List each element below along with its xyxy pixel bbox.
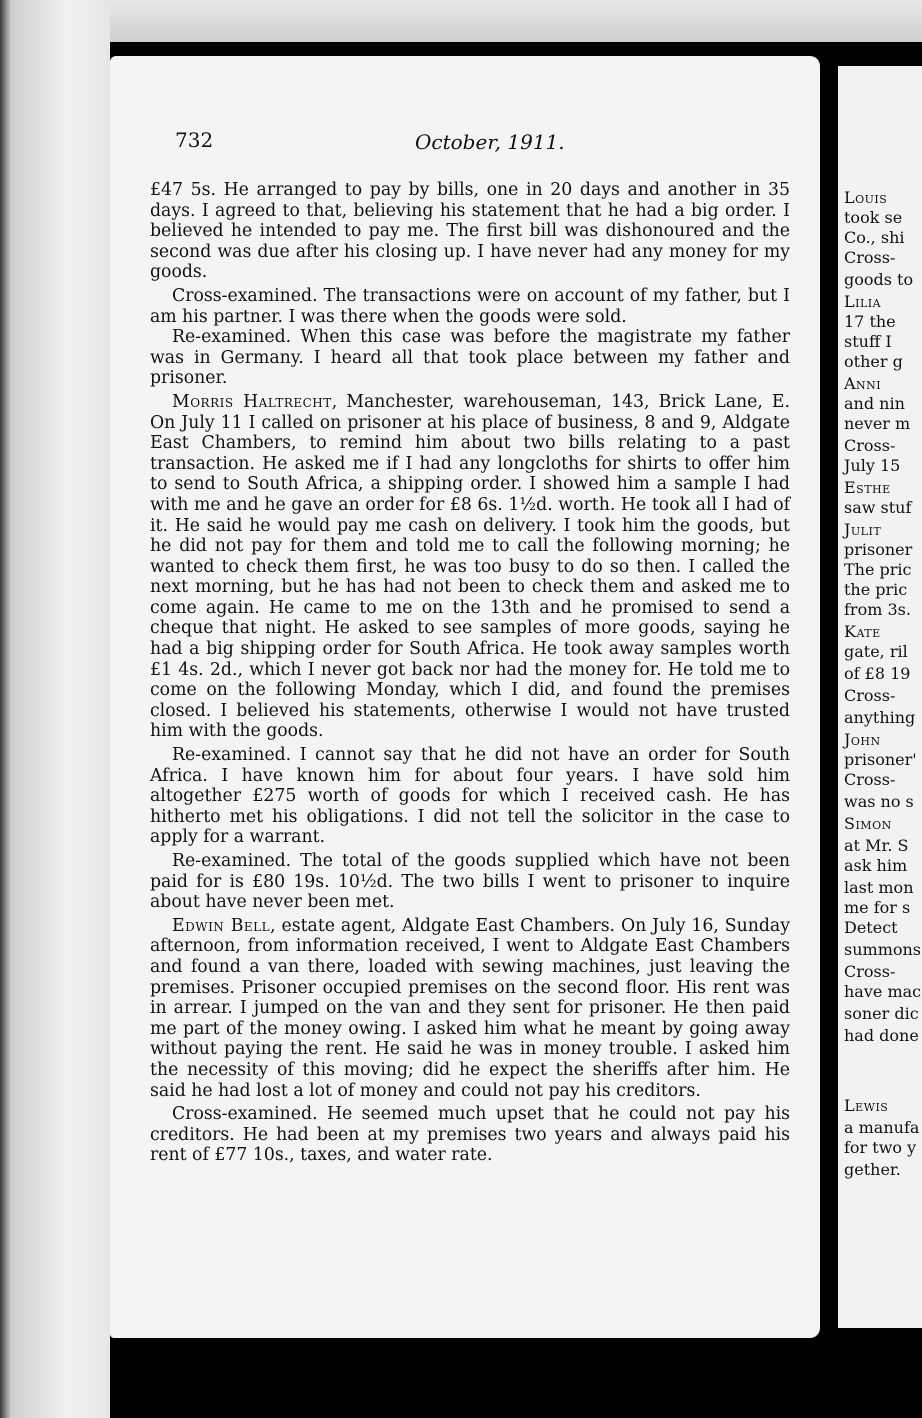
paragraph: Re-examined. The total of the goods supplied which have not been paid for is £80 19s. 10½d. The two bills I went to prisoner to inquire about have never been met. [150,851,790,913]
right-page-line: summons [844,940,922,959]
paragraph: Morris Haltrecht, Manchester, warehouseman, 143, Brick Lane, E. On July 11 I called on prisoner at his place of business, 8 and 9, Aldgate East Chambers, to remind him about two bills relating to a past transaction. He asked me if I had any longcloths for shirts to offer him to send to South Africa, a shipping order. I showed him a sample I had with me and he gave an order for £8 6s. 1½d. worth. He took all I had of it. He said he would pay me cash on delivery. I took him the goods, but he did not pay for them and told me to call the following morning; he wanted to check them first, he was too busy to do so then. I called the next morning, but he has had not been to check them and asked me to come again. He came to me on the 13th and he promised to send a cheque that night. He asked to see samples of more goods, saying he had a big shipping order for South Africa. He took away samples worth £1 4s. 2d., which I never got back nor had the money for. He told me to come on the following Monday, which I did, and found the premises closed. I believed his statements, otherwise I would not have trusted him with the goods. [150,391,790,742]
right-page-line: Cross- [844,436,896,455]
right-page-line: other g [844,352,903,371]
right-page-line: of £8 19 [844,664,911,683]
right-page-line: the pric [844,580,908,599]
right-page-line: Simon [844,814,892,833]
running-head: October, 1911. [415,130,565,154]
right-page-line: last mon [844,878,914,897]
page-number: 732 [175,128,214,152]
body-text [150,180,790,1166]
right-page-line: never m [844,414,911,433]
right-page-line: Louis [844,188,888,207]
right-page-line: July 15 [844,456,901,475]
witness-name: Edwin Bell [172,915,271,936]
right-page-line: goods to [844,270,914,289]
right-page-line: Esthe [844,478,891,497]
right-page-line: Lewis [844,1096,889,1115]
right-page-line: Cross- [844,248,896,267]
right-page-line: at Mr. S [844,836,909,855]
right-page-line: The pric [844,560,912,579]
right-page-line: stuff I [844,332,892,351]
right-page-line: prisoner' [844,750,917,769]
right-page-line: from 3s. [844,600,911,619]
right-page-line: 17 the [844,312,896,331]
paragraph: Re-examined. I cannot say that he did not have an order for South Africa. I have known him for about four years. I have sold him altogether £275 worth of goods for which I received cash. He has hitherto met his obligations. I did not tell the solicitor in the case to apply for a warrant. [150,745,790,848]
right-page-line: had done [844,1026,919,1045]
right-page-line: for two y [844,1138,917,1157]
right-page-line: saw stuf [844,498,912,517]
right-page-line: took se [844,208,903,227]
right-page-line: gate, ril [844,642,908,661]
right-page-line: anything [844,708,916,727]
right-page-line: Lilia [844,292,882,311]
scan-left-edge [0,0,110,1418]
right-page-line: ask him [844,856,908,875]
page-header [175,128,775,158]
right-page-line: soner dic [844,1004,919,1023]
right-page-line: Cross- [844,962,896,981]
right-page-line: have mac [844,982,922,1001]
right-page-line: prisoner [844,540,913,559]
right-page-line: was no s [844,792,914,811]
right-page-line: Anni [844,374,882,393]
paragraph: Cross-examined. The transactions were on account of my father, but I am his partner. I was there when the goods were sold. [150,285,790,327]
right-page-line: Cross- [844,686,896,705]
scan-top-band [0,0,922,42]
right-page-line: John [844,730,881,749]
adjacent-page-fragment [838,66,922,1328]
right-page-line: Julit [844,520,882,539]
right-page-line: Kate [844,622,881,641]
paragraph: Cross-examined. He seemed much upset that he could not pay his creditors. He had been at my premises two years and always paid his rent of £77 10s., taxes, and water rate. [150,1104,790,1166]
paragraph: Re-examined. When this case was before the magistrate my father was in Germany. I heard all that took place between my father and prisoner. [150,327,790,389]
right-page-line: Cross- [844,770,896,789]
right-page-line: and nin [844,394,905,413]
right-page-line: gether. [844,1160,901,1179]
paragraph: £47 5s. He arranged to pay by bills, one in 20 days and another in 35 days. I agreed to that, believing his statement that he had a big order. I believed he intended to pay me. The first bill was dishonoured and the second was due after his closing up. I have never had any money for my goods. [150,180,790,283]
right-page-line: Co., shi [844,228,905,247]
paragraph: Edwin Bell, estate agent, Aldgate East Chambers. On July 16, Sunday afternoon, from information received, I went to Aldgate East Chambers and found a van there, loaded with sewing machines, just leaving the premises. Prisoner occupied premises on the second floor. His rent was in arrear. I jumped on the van and they sent for prisoner. He then paid me part of the money owing. I asked him what he meant by going away without paying the rent. He said he was in money trouble. I asked him the necessity of this moving; did he expect the sheriffs after him. He said he had lost a lot of money and could not pay his creditors. [150,915,790,1101]
right-page-line: a manufa [844,1118,920,1137]
right-page-line: me for s [844,898,911,917]
witness-name: Morris Haltrecht [172,391,332,412]
right-page-line: Detect [844,918,898,937]
